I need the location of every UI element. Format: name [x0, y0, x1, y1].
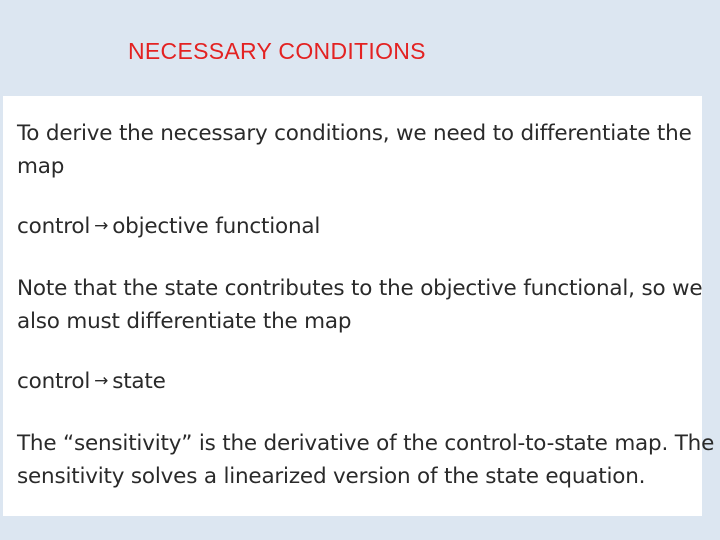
map-source: control	[17, 214, 91, 239]
right-arrow-icon: →	[94, 216, 109, 236]
paragraph-sensitivity	[17, 427, 714, 493]
paragraph-line: sensitivity solves a linearized version of the state equation.	[17, 464, 646, 489]
paragraph-derive-conditions	[17, 117, 692, 183]
paragraph-line: To derive the necessary conditions, we need to differentiate the	[17, 121, 692, 146]
map-control-to-objective	[17, 210, 320, 245]
paragraph-line: The “sensitivity” is the derivative of the control-to-state map. The	[17, 431, 715, 456]
paragraph-line: Note that the state contributes to the objective functional, so we	[17, 276, 703, 301]
map-control-to-state	[17, 365, 166, 400]
map-source: control	[17, 369, 91, 394]
slide-title: NECESSARY CONDITIONS	[128, 38, 426, 64]
paragraph-line: also must differentiate the map	[17, 309, 352, 334]
paragraph-state-contribution	[17, 272, 702, 338]
paragraph-line: map	[17, 154, 65, 179]
map-target: objective functional	[112, 214, 321, 239]
right-arrow-icon: →	[94, 371, 109, 391]
map-target: state	[112, 369, 166, 394]
